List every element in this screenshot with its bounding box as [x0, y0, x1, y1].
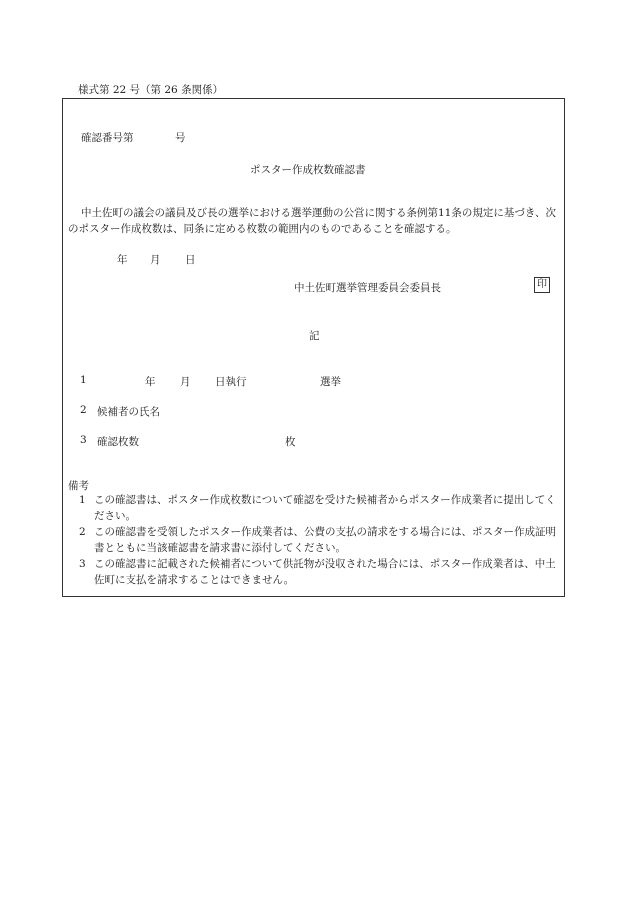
confirmation-number-label: 確認番号第: [81, 132, 134, 144]
item-3-unit: 枚: [285, 436, 296, 448]
item-3-number: 3: [80, 434, 87, 446]
remarks-heading: 備考: [68, 480, 89, 492]
remark-item: [68, 556, 564, 588]
confirmation-number-suffix: 号: [175, 132, 186, 144]
item-3-label: 確認枚数: [97, 436, 139, 448]
seal-stamp: 印: [534, 277, 550, 293]
form-number: 様式第 22 号（第 26 条関係）: [78, 84, 224, 96]
remark-text: この確認書は、ポスター作成枚数について確認を受けた候補者からポスター作成業者に提出してください。: [94, 494, 556, 522]
remark-text: この確認書を受領したポスター作成業者は、公費の支払の請求をする場合には、ポスター作成証明書とともに当該確認書を請求書に添付してください。: [94, 526, 556, 554]
item-1-month: 月: [180, 376, 191, 388]
remark-item: [68, 524, 564, 556]
item-1-day-exec: 日執行: [215, 376, 247, 388]
item-1-election: 選挙: [320, 376, 341, 388]
body-paragraph: [68, 205, 564, 237]
item-2-number: 2: [80, 404, 87, 416]
item-1-number: 1: [80, 374, 87, 386]
item-2-label: 候補者の氏名: [97, 406, 160, 418]
remark-number: 2: [79, 526, 86, 538]
date-month: 月: [150, 254, 161, 266]
date-year: 年: [117, 254, 128, 266]
remark-item: [68, 492, 564, 524]
item-1-year: 年: [145, 376, 156, 388]
issuer-name: 中土佐町選挙管理委員会委員長: [294, 282, 441, 294]
remark-number: 3: [79, 558, 86, 570]
body-text: 中土佐町の議会の議員及び長の選挙における選挙運動の公営に関する条例第11条の規定に基づき、次のポスター作成枚数は、同条に定める枚数の範囲内のものであることを確認する。: [68, 207, 556, 235]
document-title: ポスター作成枚数確認書: [250, 164, 366, 176]
ki-heading: 記: [309, 330, 320, 342]
date-day: 日: [185, 254, 196, 266]
remark-number: 1: [79, 494, 86, 506]
remark-text: この確認書に記載された候補者について供託物が没収された場合には、ポスター作成業者は、中土佐町に支払を請求することはできません。: [94, 558, 556, 586]
